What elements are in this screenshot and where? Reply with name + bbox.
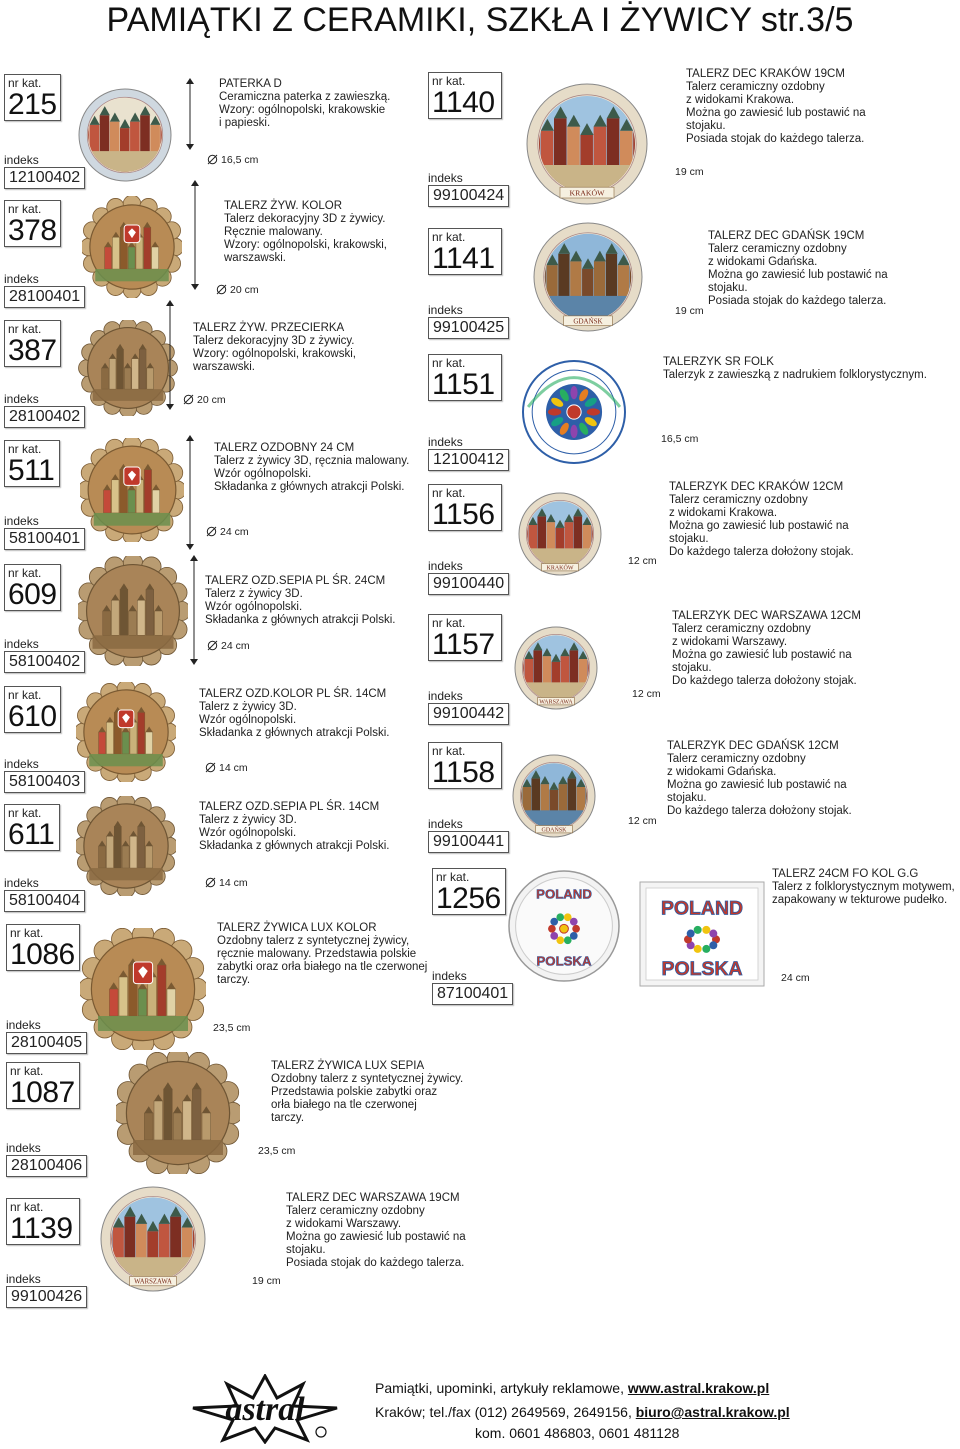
product-description bbox=[286, 1192, 466, 1270]
description-line: ręcznie malowany. Przedstawia polskie bbox=[217, 948, 417, 960]
description-line: Talerz dekoracyjny 3D z żywicy. bbox=[224, 213, 386, 225]
product-image bbox=[532, 222, 644, 332]
product-size bbox=[661, 433, 698, 445]
description-line: Wzór ogólnopolski. bbox=[199, 827, 297, 839]
plate-label: KRAKÓW bbox=[546, 565, 574, 572]
description-line: zapakowany w tekturowe pudełko. bbox=[772, 894, 948, 906]
product-size bbox=[252, 1275, 281, 1287]
index-label: indeks bbox=[4, 272, 39, 286]
description-line: Talerz ceramiczny ozdobny bbox=[672, 623, 811, 635]
product-description bbox=[669, 481, 854, 559]
description-line: Talerz dekoracyjny 3D z żywicy. bbox=[193, 335, 355, 347]
size-value: 23,5 cm bbox=[258, 1145, 296, 1157]
product-description bbox=[219, 78, 390, 130]
index-label: indeks bbox=[428, 435, 463, 449]
catalog-number-box bbox=[6, 924, 80, 971]
description-line: Talerz z żywicy 3D, ręcznia malowany. bbox=[214, 455, 410, 467]
dimension-arrow bbox=[190, 180, 200, 290]
size-value: 24 cm bbox=[781, 972, 810, 984]
description-line: Wzory: ogólnopolski, krakowski, bbox=[193, 348, 356, 360]
index-label: indeks bbox=[4, 757, 39, 771]
size-value: 20 cm bbox=[230, 284, 259, 296]
description-line: tarczy. bbox=[271, 1112, 305, 1124]
catalog-number-label: nr kat. bbox=[432, 744, 466, 758]
description-line: Wzór ogólnopolski. bbox=[214, 468, 312, 480]
description-line: warszawski. bbox=[224, 252, 286, 264]
catalog-number-box bbox=[4, 440, 60, 487]
product-image bbox=[514, 626, 598, 710]
product-size bbox=[258, 1145, 295, 1157]
dimension-arrow bbox=[185, 435, 195, 550]
description-line: stojaku. bbox=[669, 533, 709, 545]
description-line: Talerz z żywicy 3D. bbox=[199, 701, 297, 713]
index-label: indeks bbox=[428, 559, 463, 573]
product-description bbox=[214, 442, 409, 494]
index-number: 12100402 bbox=[4, 167, 85, 189]
description-line: Do każdego talerza dołożony stojak. bbox=[667, 805, 852, 817]
footer-line-1: Pamiątki, upominki, artykuły reklamowe, www.astral.krakow.pl bbox=[375, 1380, 770, 1396]
description-line: z widokami Krakowa. bbox=[669, 507, 778, 519]
description-line: Ręcznie malowany. bbox=[224, 226, 323, 238]
description-line: Można go zawiesić lub postawić na bbox=[286, 1231, 466, 1243]
description-line: Talerz ceramiczny ozdobny bbox=[708, 243, 847, 255]
size-value: 20 cm bbox=[197, 394, 226, 406]
product-description bbox=[199, 801, 389, 853]
catalog-number: 387 bbox=[8, 334, 57, 367]
description-line: Przedstawia polskie zabytki oraz bbox=[271, 1086, 438, 1098]
email-link[interactable]: biuro@astral.krakow.pl bbox=[635, 1404, 790, 1420]
description-line: stojaku. bbox=[686, 120, 726, 132]
size-value: 19 cm bbox=[252, 1275, 281, 1287]
catalog-number-box bbox=[428, 484, 502, 531]
description-line: z widokami Krakowa. bbox=[686, 94, 795, 106]
product-description bbox=[205, 575, 395, 627]
catalog-number-label: nr kat. bbox=[432, 230, 466, 244]
size-value: 19 cm bbox=[675, 166, 704, 178]
index-number: 28100405 bbox=[6, 1032, 87, 1054]
index-label: indeks bbox=[4, 392, 39, 406]
size-value: 16,5 cm bbox=[661, 433, 699, 445]
description-line: Talerz ceramiczny ozdobny bbox=[686, 81, 825, 93]
diameter-icon bbox=[206, 526, 217, 537]
product-description bbox=[224, 200, 387, 265]
description-line: Posiada stojak do każdego talerza. bbox=[686, 133, 865, 145]
product-image bbox=[80, 438, 184, 542]
product-size bbox=[205, 762, 248, 774]
description-line: orła białego na tle czerwonej bbox=[271, 1099, 417, 1111]
description-line: z widokami Warszawy. bbox=[286, 1218, 402, 1230]
product-image bbox=[526, 82, 648, 206]
product-image bbox=[82, 196, 182, 298]
index-label: indeks bbox=[432, 969, 467, 983]
product-size bbox=[781, 972, 810, 984]
catalog-number: 1158 bbox=[432, 756, 495, 789]
index-number: 28100401 bbox=[4, 286, 85, 308]
plate-label: WARSZAWA bbox=[539, 699, 573, 706]
catalog-number: 1156 bbox=[432, 498, 495, 531]
description-line: tarczy. bbox=[217, 974, 251, 986]
diameter-icon bbox=[183, 394, 194, 405]
size-value: 16,5 cm bbox=[221, 154, 259, 166]
size-value: 12 cm bbox=[632, 688, 661, 700]
product-image bbox=[518, 492, 602, 576]
product-size bbox=[205, 877, 248, 889]
description-line: Talerz z żywicy 3D. bbox=[205, 588, 303, 600]
catalog-number: 1141 bbox=[432, 242, 495, 275]
page-title: PAMIĄTKI Z CERAMIKI, SZKŁA I ŻYWICY str.3/5 bbox=[106, 1, 854, 39]
catalog-number-label: nr kat. bbox=[8, 806, 42, 820]
product-name: TALERZ DEC WARSZAWA 19CM bbox=[286, 1192, 460, 1204]
index-number: 99100440 bbox=[428, 573, 509, 595]
index-number: 58100403 bbox=[4, 771, 85, 793]
product-name: TALERZYK DEC KRAKÓW 12CM bbox=[669, 481, 844, 493]
product-image bbox=[522, 360, 626, 464]
index-number: 28100406 bbox=[6, 1155, 87, 1177]
product-name: TALERZ OZD.SEPIA PL ŚR. 24CM bbox=[205, 575, 386, 587]
product-image bbox=[78, 556, 188, 666]
index-label: indeks bbox=[4, 153, 39, 167]
index-number: 99100424 bbox=[428, 185, 509, 207]
product-description bbox=[672, 610, 861, 688]
description-line: Do każdego talerza dołożony stojak. bbox=[672, 675, 857, 687]
catalog-number: 1087 bbox=[10, 1076, 75, 1109]
product-size bbox=[207, 640, 250, 652]
plate-text-poland: POLAND bbox=[536, 886, 592, 902]
description-line: Wzory: ogólnopolski, krakowskie bbox=[219, 104, 386, 116]
dimension-arrow bbox=[189, 555, 199, 665]
product-size bbox=[628, 815, 657, 827]
size-value: 19 cm bbox=[675, 305, 704, 317]
product-image bbox=[76, 796, 176, 896]
product-name: TALERZYK DEC WARSZAWA 12CM bbox=[672, 610, 861, 622]
description-line: Wzory: ogólnopolski, krakowski, bbox=[224, 239, 387, 251]
description-line: Składanka z głównych atrakcji Polski. bbox=[214, 481, 405, 493]
product-name: TALERZYK SR FOLK bbox=[663, 356, 774, 368]
box-text-polska: POLSKA bbox=[661, 958, 743, 981]
product-size bbox=[213, 1022, 250, 1034]
catalog-number-label: nr kat. bbox=[8, 442, 42, 456]
footer-line-3: kom. 0601 486803, 0601 481128 bbox=[475, 1425, 680, 1441]
product-image bbox=[116, 1052, 240, 1174]
index-number: 58100402 bbox=[4, 651, 85, 673]
index-label: indeks bbox=[6, 1272, 41, 1286]
product-name: TALERZ ŻYWICA LUX SEPIA bbox=[271, 1060, 425, 1072]
product-size bbox=[183, 394, 226, 406]
description-line: Ozdobny talerz z syntetycznej żywicy. bbox=[271, 1073, 464, 1085]
catalog-number-box bbox=[428, 72, 502, 119]
catalog-number-box bbox=[428, 614, 502, 661]
description-line: warszawski. bbox=[193, 361, 255, 373]
plate-text-polska: POLSKA bbox=[536, 953, 592, 969]
product-name: TALERZ OZD.KOLOR PL ŚR. 14CM bbox=[199, 688, 387, 700]
product-name: TALERZ DEC KRAKÓW 19CM bbox=[686, 68, 845, 80]
index-label: indeks bbox=[6, 1018, 41, 1032]
catalog-number-box bbox=[6, 1198, 80, 1245]
description-line: Można go zawiesić lub postawić na bbox=[669, 520, 849, 532]
description-line: stojaku. bbox=[667, 792, 707, 804]
product-description bbox=[667, 740, 852, 818]
catalog-number-label: nr kat. bbox=[8, 688, 42, 702]
box-text-poland: POLAND bbox=[660, 897, 744, 920]
diameter-icon bbox=[205, 762, 216, 773]
product-description bbox=[663, 356, 927, 382]
description-line: z widokami Gdańska. bbox=[708, 256, 818, 268]
product-name: TALERZ 24CM FO KOL G.G bbox=[772, 868, 919, 880]
size-value: 14 cm bbox=[219, 762, 248, 774]
index-label: indeks bbox=[4, 637, 39, 651]
index-number: 58100401 bbox=[4, 528, 85, 550]
diameter-icon bbox=[207, 154, 218, 165]
plate-label: GDAŃSK bbox=[573, 317, 603, 326]
product-description bbox=[217, 922, 427, 987]
product-size bbox=[675, 305, 704, 317]
catalog-number: 1140 bbox=[432, 86, 495, 119]
description-line: Ceramiczna paterka z zawieszką. bbox=[219, 91, 391, 103]
catalog-number-label: nr kat. bbox=[8, 202, 42, 216]
product-name: TALERZYK DEC GDAŃSK 12CM bbox=[667, 740, 839, 752]
description-line: Talerz ceramiczny ozdobny bbox=[667, 753, 806, 765]
product-image bbox=[80, 928, 206, 1050]
description-line: Do każdego talerza dołożony stojak. bbox=[669, 546, 854, 558]
description-line: Talerz ceramiczny ozdobny bbox=[669, 494, 808, 506]
description-line: zabytki oraz orła białego na tle czerwonej bbox=[217, 961, 428, 973]
description-line: stojaku. bbox=[708, 282, 748, 294]
diameter-icon bbox=[216, 284, 227, 295]
description-line: Wzór ogólnopolski. bbox=[205, 601, 303, 613]
index-label: indeks bbox=[428, 171, 463, 185]
product-image bbox=[76, 682, 176, 782]
product-size bbox=[632, 688, 661, 700]
index-number: 28100402 bbox=[4, 406, 85, 428]
index-label: indeks bbox=[4, 876, 39, 890]
description-line: stojaku. bbox=[672, 662, 712, 674]
size-value: 24 cm bbox=[221, 640, 250, 652]
product-name: PATERKA D bbox=[219, 78, 282, 90]
catalog-number: 378 bbox=[8, 214, 57, 247]
plate-label: GDAŃSK bbox=[541, 827, 567, 834]
product-image bbox=[508, 870, 620, 982]
catalog-number: 1157 bbox=[432, 628, 495, 661]
product-name: TALERZ ŻYW. PRZECIERKA bbox=[193, 322, 345, 334]
footer-line-2: Kraków; tel./fax (012) 2649569, 2649156, biuro@astral.krakow.pl bbox=[375, 1404, 790, 1420]
index-number: 87100401 bbox=[432, 983, 513, 1005]
description-line: stojaku. bbox=[286, 1244, 326, 1256]
product-description bbox=[772, 868, 955, 907]
description-line: Można go zawiesić lub postawić na bbox=[667, 779, 847, 791]
description-line: Posiada stojak do każdego talerza. bbox=[286, 1257, 465, 1269]
product-description bbox=[193, 322, 356, 374]
catalog-number-label: nr kat. bbox=[10, 1200, 44, 1214]
description-line: Posiada stojak do każdego talerza. bbox=[708, 295, 887, 307]
catalog-number-box bbox=[428, 228, 502, 275]
index-number: 99100442 bbox=[428, 703, 509, 725]
plate-label: KRAKÓW bbox=[569, 188, 605, 198]
size-value: 14 cm bbox=[219, 877, 248, 889]
catalog-number-label: nr kat. bbox=[8, 322, 42, 336]
index-label: indeks bbox=[4, 514, 39, 528]
catalog-number-box bbox=[428, 354, 502, 401]
plate-label: WARSZAWA bbox=[134, 1278, 172, 1286]
product-image bbox=[78, 88, 172, 182]
size-value: 23,5 cm bbox=[213, 1022, 251, 1034]
description-line: Można go zawiesić lub postawić na bbox=[672, 649, 852, 661]
product-size bbox=[206, 526, 249, 538]
product-image bbox=[512, 754, 596, 838]
catalog-number-box bbox=[4, 320, 61, 367]
size-value: 12 cm bbox=[628, 555, 657, 567]
description-line: z widokami Warszawy. bbox=[672, 636, 788, 648]
description-line: Można go zawiesić lub postawić na bbox=[686, 107, 866, 119]
catalog-number-label: nr kat. bbox=[432, 356, 466, 370]
catalog-number-box bbox=[4, 804, 60, 851]
catalog-number-label: nr kat. bbox=[10, 1064, 44, 1078]
product-size bbox=[675, 166, 704, 178]
description-line: Składanka z głównych atrakcji Polski. bbox=[199, 840, 390, 852]
index-number: 99100441 bbox=[428, 831, 509, 853]
catalog-number-label: nr kat. bbox=[432, 486, 466, 500]
catalog-number-box bbox=[4, 686, 61, 733]
index-number: 58100404 bbox=[4, 890, 85, 912]
product-name: TALERZ ŻYWICA LUX KOLOR bbox=[217, 922, 377, 934]
description-line: z widokami Gdańska. bbox=[667, 766, 777, 778]
logo-text: astral bbox=[225, 1391, 305, 1428]
description-line: Talerzyk z zawieszką z nadrukiem folklorystycznym. bbox=[663, 369, 927, 381]
astral-logo bbox=[185, 1374, 345, 1444]
catalog-number-label: nr kat. bbox=[432, 74, 466, 88]
product-description bbox=[686, 68, 866, 146]
product-description bbox=[708, 230, 888, 308]
catalog-number-label: nr kat. bbox=[436, 870, 470, 884]
catalog-number-box bbox=[4, 74, 61, 121]
index-label: indeks bbox=[428, 303, 463, 317]
size-value: 12 cm bbox=[628, 815, 657, 827]
catalog-number-label: nr kat. bbox=[10, 926, 44, 940]
catalog-number-box bbox=[4, 200, 61, 247]
description-line: Talerz z żywicy 3D. bbox=[199, 814, 297, 826]
product-size bbox=[216, 284, 259, 296]
catalog-number-box bbox=[4, 564, 61, 611]
catalog-number: 1151 bbox=[432, 368, 495, 401]
website-link[interactable]: www.astral.krakow.pl bbox=[627, 1380, 770, 1396]
catalog-number: 1256 bbox=[436, 882, 501, 915]
product-name: TALERZ DEC GDAŃSK 19CM bbox=[708, 230, 865, 242]
dimension-arrow bbox=[185, 78, 195, 150]
catalog-number-box bbox=[432, 868, 506, 915]
description-line: Składanka z głównych atrakcji Polski. bbox=[199, 727, 390, 739]
index-label: indeks bbox=[428, 689, 463, 703]
index-label: indeks bbox=[428, 817, 463, 831]
index-number: 12100412 bbox=[428, 449, 509, 471]
catalog-number-label: nr kat. bbox=[8, 76, 42, 90]
product-size bbox=[207, 154, 258, 166]
index-number: 99100425 bbox=[428, 317, 509, 339]
catalog-number: 1139 bbox=[10, 1212, 73, 1245]
product-description bbox=[199, 688, 389, 740]
description-line: Talerz ceramiczny ozdobny bbox=[286, 1205, 425, 1217]
dimension-arrow bbox=[165, 300, 175, 410]
catalog-number: 610 bbox=[8, 700, 57, 733]
product-box-image bbox=[638, 880, 766, 988]
description-line: Ozdobny talerz z syntetycznej żywicy, bbox=[217, 935, 410, 947]
product-name: TALERZ ŻYW. KOLOR bbox=[224, 200, 342, 212]
product-size bbox=[628, 555, 657, 567]
catalog-number: 609 bbox=[8, 578, 57, 611]
catalog-number-box bbox=[6, 1062, 80, 1109]
product-image bbox=[100, 1186, 206, 1292]
description-line: Wzór ogólnopolski. bbox=[199, 714, 297, 726]
catalog-number: 215 bbox=[8, 88, 57, 121]
description-line: Składanka z głównych atrakcji Polski. bbox=[205, 614, 396, 626]
product-name: TALERZ OZD.SEPIA PL ŚR. 14CM bbox=[199, 801, 380, 813]
catalog-number: 1086 bbox=[10, 938, 75, 971]
diameter-icon bbox=[205, 877, 216, 888]
description-line: i papieski. bbox=[219, 117, 271, 129]
diameter-icon bbox=[207, 640, 218, 651]
size-value: 24 cm bbox=[220, 526, 249, 538]
product-description bbox=[271, 1060, 463, 1125]
index-label: indeks bbox=[6, 1141, 41, 1155]
description-line: Talerz z folklorystycznym motywem, bbox=[772, 881, 955, 893]
catalog-number-label: nr kat. bbox=[432, 616, 466, 630]
index-number: 99100426 bbox=[6, 1286, 87, 1308]
catalog-number: 511 bbox=[8, 454, 55, 487]
product-name: TALERZ OZDOBNY 24 CM bbox=[214, 442, 355, 454]
catalog-number-box bbox=[428, 742, 502, 789]
description-line: Można go zawiesić lub postawić na bbox=[708, 269, 888, 281]
catalog-number: 611 bbox=[8, 818, 55, 851]
catalog-number-label: nr kat. bbox=[8, 566, 42, 580]
